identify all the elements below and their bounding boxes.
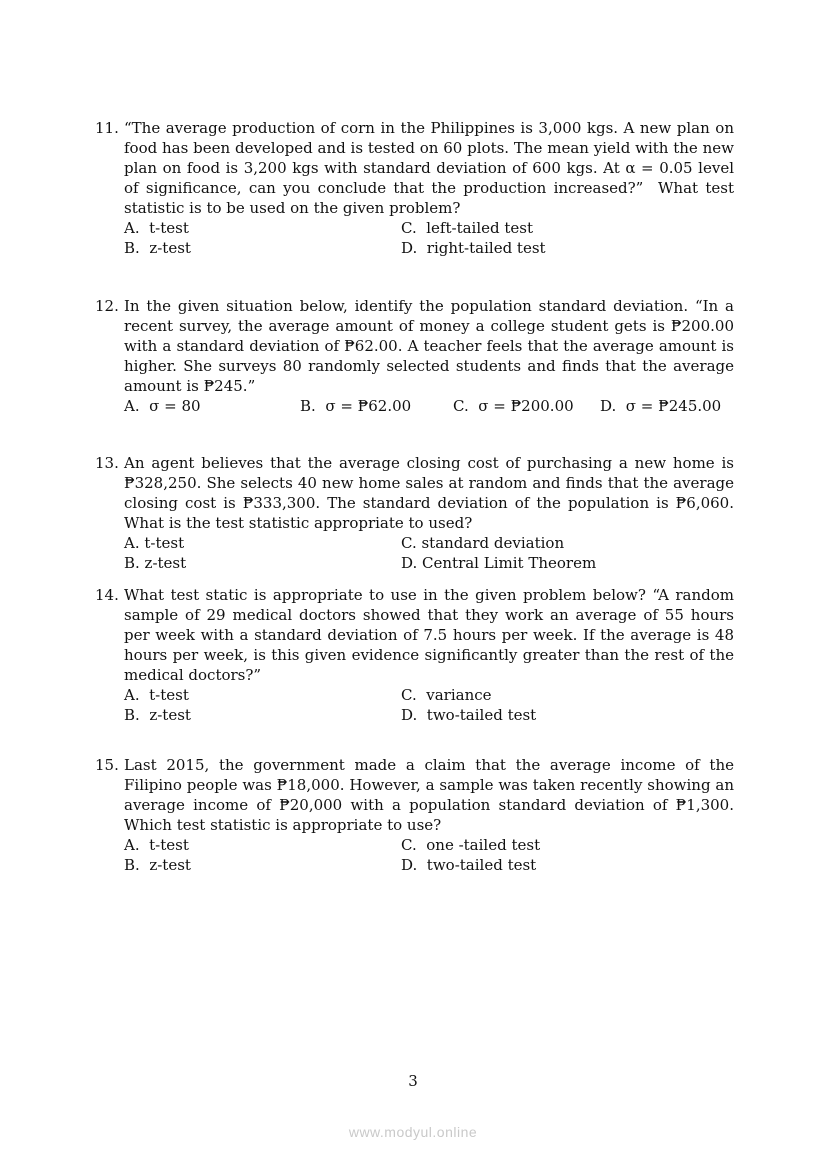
question-text: “The average production of corn in the Philippines is 3,000 kgs. A new plan on food has been developed and is tested on 60 plots. The mean yield with the new plan on food is 3,200 kgs with standard deviation of 600 kgs. At α = 0.05 level of significance, can you conclude that the production increased?” What test statistic is to be used on the given problem? bbox=[124, 119, 739, 217]
document-content bbox=[95, 118, 739, 875]
option-d: D. Central Limit Theorem bbox=[401, 554, 597, 572]
option-a: A. t-test bbox=[124, 219, 189, 237]
question-number: 15. bbox=[95, 756, 119, 774]
option-b: B. z-test bbox=[124, 856, 191, 874]
question-number: 13. bbox=[95, 454, 119, 472]
question-text: What test static is appropriate to use in the given problem below? “A random sample of 29 medical doctors showed that they work an average of 55 hours per week with a standard deviation of 7.5 hours per week. If the average is 48 hours per week, is this given evidence significantly greater than the rest of the medical doctors?” bbox=[124, 586, 739, 684]
option-c: C. σ = ₱200.00 bbox=[453, 397, 574, 415]
option-b: B. z-test bbox=[124, 239, 191, 257]
question-number: 14. bbox=[95, 586, 119, 604]
question-14 bbox=[95, 585, 739, 725]
question-12 bbox=[95, 296, 739, 416]
option-a: A. t-test bbox=[124, 534, 185, 552]
option-c: C. standard deviation bbox=[401, 534, 565, 552]
options-grid bbox=[124, 835, 734, 875]
options-grid bbox=[124, 685, 734, 725]
option-d: D. two-tailed test bbox=[401, 856, 537, 874]
option-d: D. σ = ₱245.00 bbox=[600, 397, 722, 415]
option-d: D. right-tailed test bbox=[401, 239, 546, 257]
option-a: A. σ = 80 bbox=[124, 397, 201, 415]
option-d: D. two-tailed test bbox=[401, 706, 537, 724]
option-c: C. one -tailed test bbox=[401, 836, 541, 854]
watermark-text: www.modyul.online bbox=[348, 1124, 478, 1140]
question-11 bbox=[95, 118, 739, 258]
option-a: A. t-test bbox=[124, 686, 189, 704]
question-number: 11. bbox=[95, 119, 119, 137]
options-row bbox=[124, 396, 734, 416]
options-grid bbox=[124, 218, 734, 258]
option-c: C. variance bbox=[401, 686, 492, 704]
page-number: 3 bbox=[408, 1072, 418, 1090]
question-text: In the given situation below, identify the population standard deviation. “In a recent survey, the average amount of money a college student gets is ₱200.00 with a standard deviation of ₱62.00. A teacher feels that the average amount is higher. She surveys 80 randomly selected students and finds that the average amount is ₱245.” bbox=[124, 297, 739, 395]
question-number: 12. bbox=[95, 297, 119, 315]
question-text: An agent believes that the average closing cost of purchasing a new home is ₱328,250. She selects 40 new home sales at random and finds that the average closing cost is ₱333,300. The standard deviation of the population is ₱6,060. What is the test statistic appropriate to used? bbox=[124, 454, 739, 532]
question-15 bbox=[95, 755, 739, 875]
question-text: Last 2015, the government made a claim that the average income of the Filipino people was ₱18,000. However, a sample was taken recently showing an average income of ₱20,000 with a population standard deviation of ₱1,300. Which test statistic is appropriate to use? bbox=[124, 756, 739, 834]
option-a: A. t-test bbox=[124, 836, 189, 854]
option-c: C. left-tailed test bbox=[401, 219, 534, 237]
option-b: B. z-test bbox=[124, 706, 191, 724]
option-b: B. z-test bbox=[124, 554, 187, 572]
option-b: B. σ = ₱62.00 bbox=[300, 397, 412, 415]
question-13 bbox=[95, 453, 739, 573]
options-grid bbox=[124, 533, 734, 573]
